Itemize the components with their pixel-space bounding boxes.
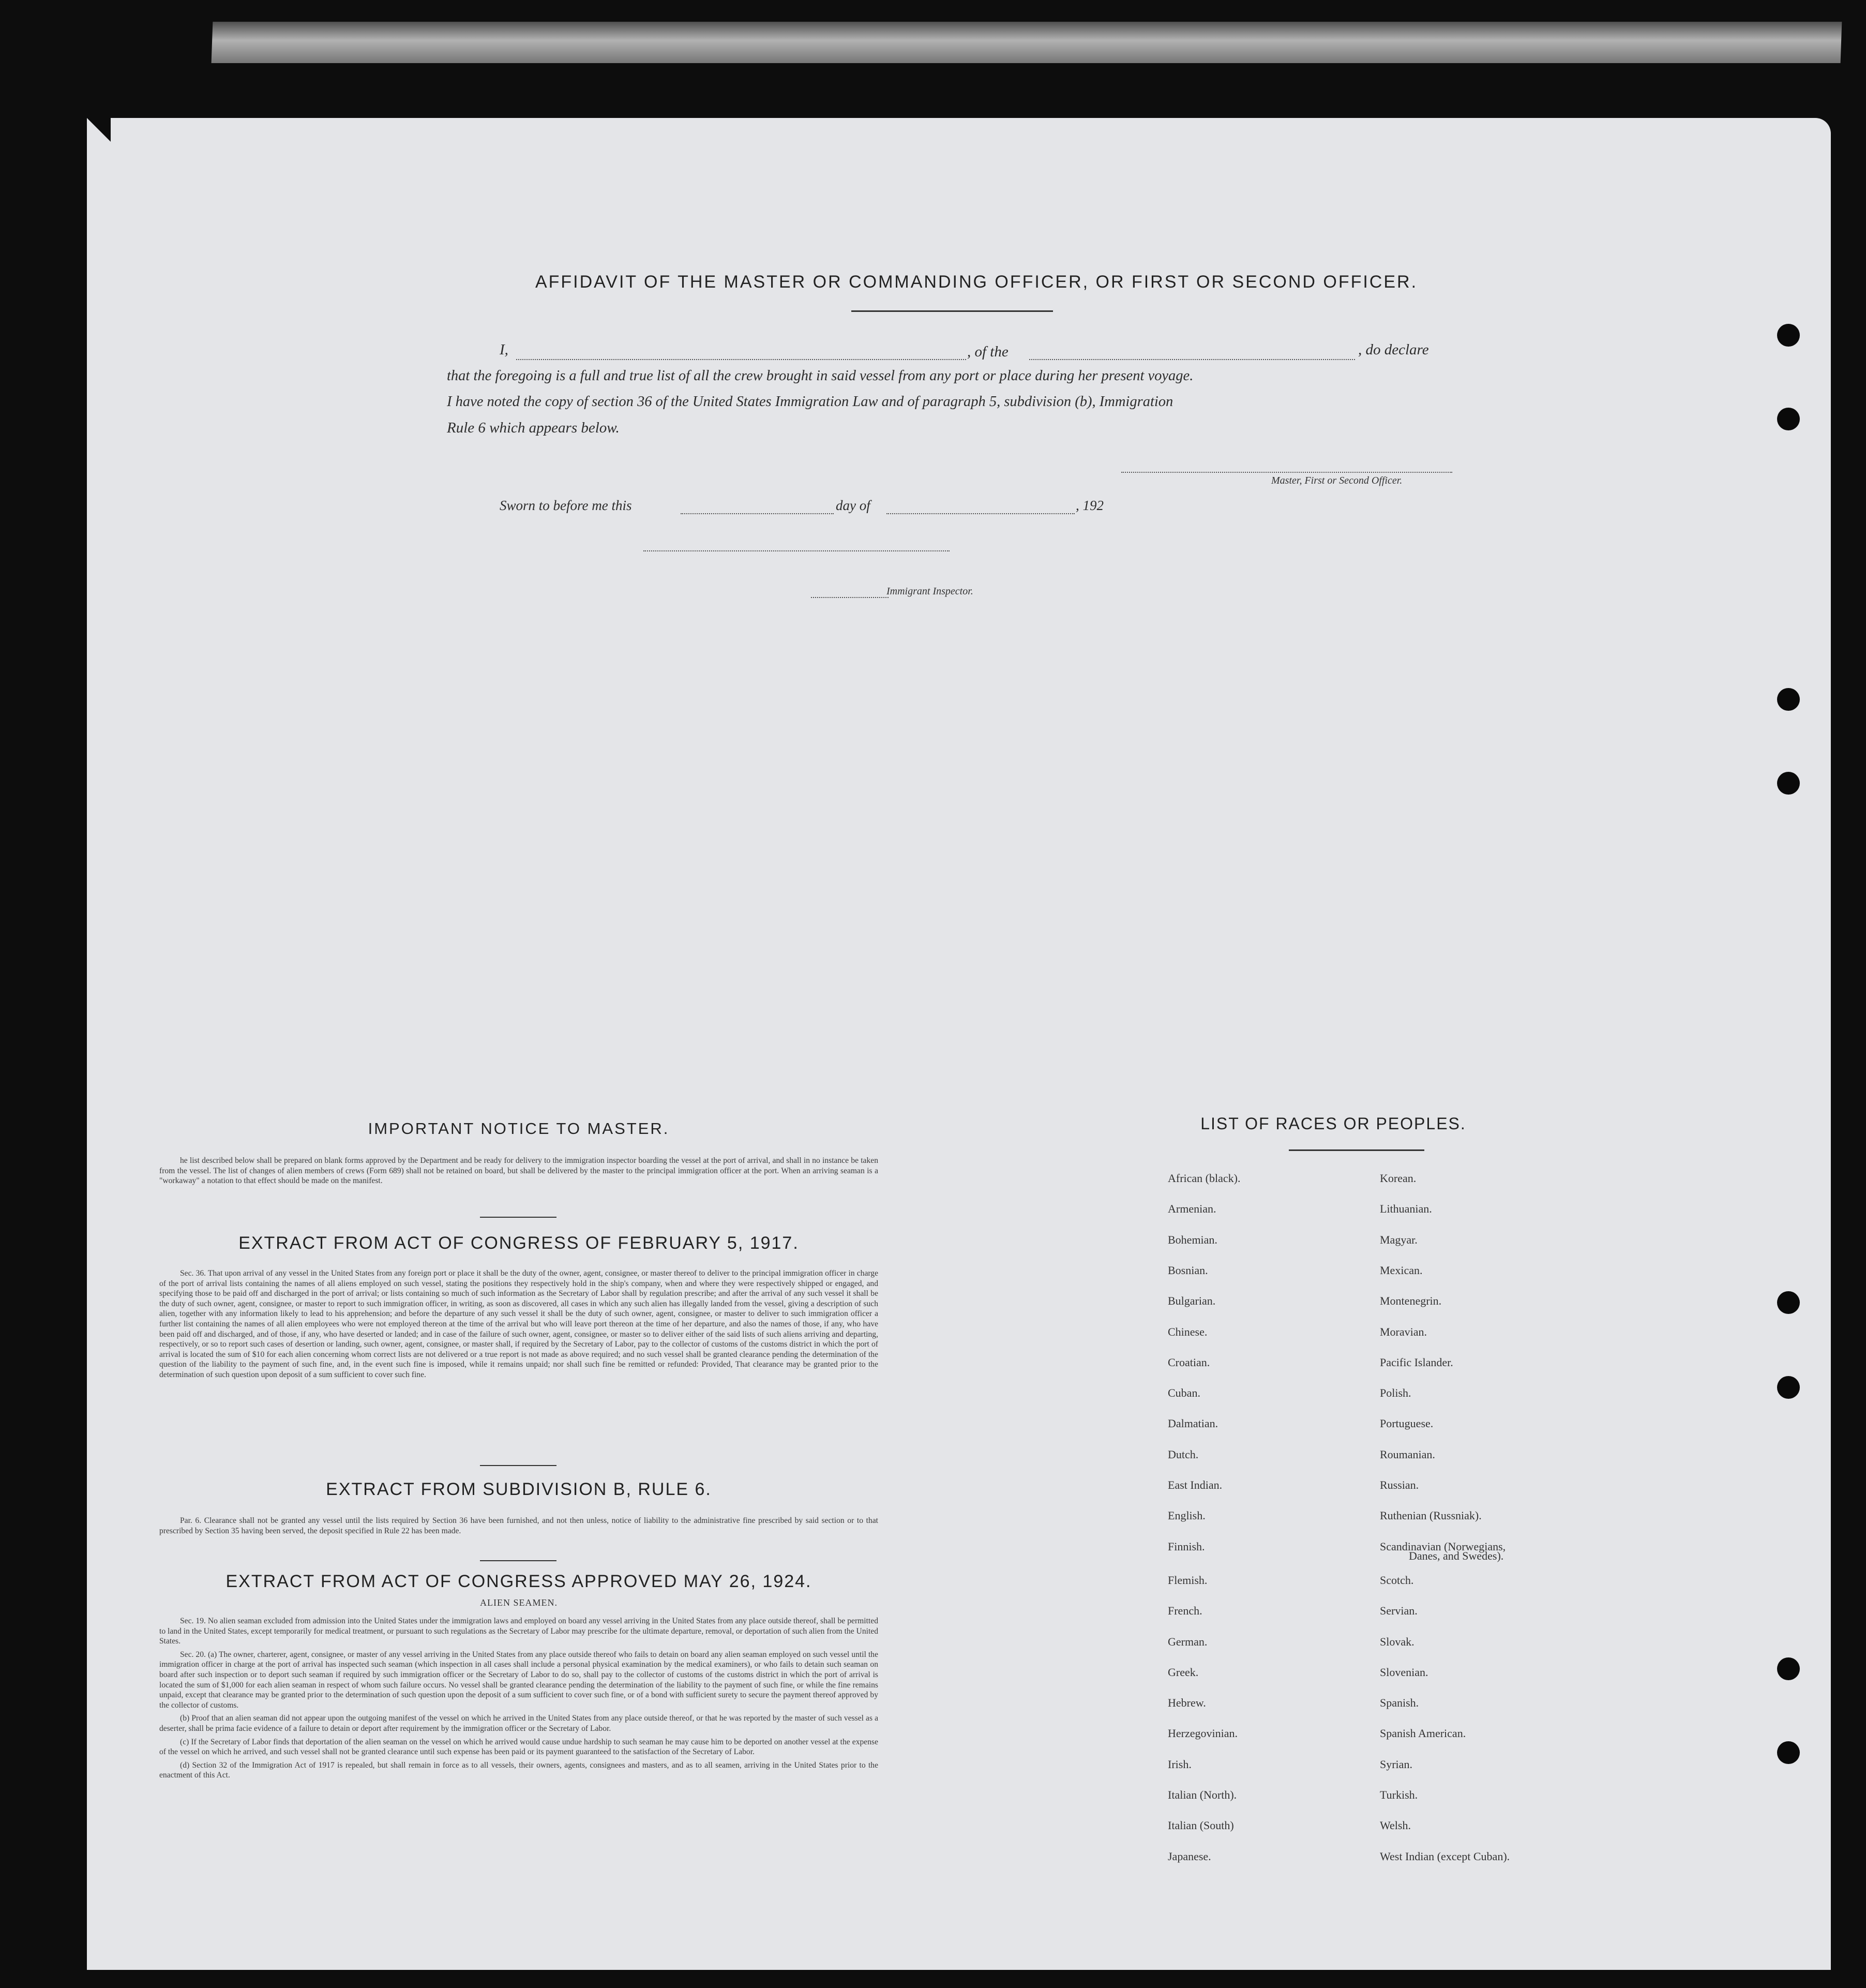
right-race-item: Russian. (1380, 1478, 1419, 1491)
binder-hole (1777, 1291, 1800, 1314)
right-race-item: Roumanian. (1380, 1447, 1435, 1461)
inspector-signature-line[interactable] (643, 550, 950, 551)
binder-hole (1777, 324, 1800, 347)
extract-1917-rule (480, 1465, 556, 1466)
alien-seamen-heading: ALIEN SEAMEN. (480, 1597, 558, 1608)
notice-rule (480, 1217, 556, 1218)
left-race-item: French. (1168, 1604, 1202, 1618)
binder-hole (1777, 1741, 1800, 1764)
left-race-item: Bosnian. (1168, 1263, 1208, 1277)
sec-20a-text: Sec. 20. (a) The owner, charterer, agent, consignee, or master of any vessel arriving in the United States from any place outside thereof who fails to detain on board any alien seaman employed on such vessel until the immigration officer in charge at the port of arrival has inspected such seaman (which inspection in all cases shall include a personal physical examination by the medical examiners), or who fails to detain such seaman on board after such inspection or to deport such seaman if required by such immigration officer or the Secretary of Labor to do so, shall pay to the collector of customs of the customs district in which the port of arrival is located the sum of $1,000 for each alien seaman in respect of whom such failure occurs. No vessel shall be granted clearance pending the determination of the liability to the payment of such fine, or while the fine remains unpaid, except that clearance may be granted prior to the determination of such question upon the deposit of a sum sufficient to cover such fine, or of a bond with sufficient surety to secure the payment thereof approved by the collector of customs. (159, 1650, 878, 1710)
left-race-item: Italian (South) (1168, 1819, 1234, 1832)
sworn-prefix: Sworn to before me this (500, 498, 632, 513)
right-race-item: Scotch. (1380, 1573, 1414, 1587)
master-caption: Master, First or Second Officer. (1271, 475, 1403, 486)
affidavit-line1-declare: , do declare (1358, 341, 1429, 358)
binder-hole (1777, 772, 1800, 795)
master-signature-line[interactable] (1121, 472, 1452, 473)
left-race-item: Finnish. (1168, 1539, 1205, 1553)
sworn-day-blank[interactable] (681, 513, 834, 514)
right-race-item: Ruthenian (Russniak). (1380, 1509, 1482, 1522)
extract-1917-body (159, 1268, 878, 1380)
left-race-item: Dutch. (1168, 1447, 1199, 1461)
right-race-item: Moravian. (1380, 1325, 1427, 1338)
left-race-item: African (black). (1168, 1172, 1241, 1185)
notice-title: IMPORTANT NOTICE TO MASTER. (368, 1119, 670, 1138)
right-race-item: Slovak. (1380, 1635, 1414, 1648)
left-race-item: English. (1168, 1509, 1206, 1522)
extract-rule6-rule (480, 1560, 556, 1561)
right-race-item: Scandinavian (Norwegians, (1380, 1539, 1506, 1553)
right-race-item: Syrian. (1380, 1757, 1412, 1771)
affidavit-title-rule (851, 310, 1053, 312)
left-race-item: Italian (North). (1168, 1788, 1237, 1801)
extract-1924-body (159, 1616, 878, 1781)
rule6-text: Par. 6. Clearance shall not be granted any vessel until the lists required by Section 36 have been furnished, and not then unless, notice of liability to the administrative fine prescribed by said section or to that prescribed by Section 35 having been served, the deposit specified in Rule 22 has been made. (159, 1516, 878, 1535)
left-race-item: Japanese. (1168, 1849, 1211, 1863)
left-race-item: Hebrew. (1168, 1696, 1206, 1710)
right-race-item: Spanish American. (1380, 1727, 1466, 1740)
notice-text: he list described below shall be prepared on blank forms approved by the Department and be ready for delivery to the immigration inspector boarding the vessel at the port of arrival, and shall in no instance be taken from the vessel. The list of changes of alien members of crews (Form 689) shall not be retained on board, but shall be delivered by the master to the principal immigration officer at the port. When an arriving seaman is a "workaway" a notation to that effect should be made on the manifest. (159, 1156, 878, 1186)
affidavit-line4: Rule 6 which appears below. (447, 420, 620, 436)
extract-rule6-body (159, 1516, 878, 1536)
right-race-item: West Indian (except Cuban). (1380, 1849, 1510, 1863)
sec-19-text: Sec. 19. No alien seaman excluded from admission into the United States under the immigration laws and employed on board any vessel arriving in the United States from any place outside thereof, shall be permitted to land in the United States, except temporarily for medical treatment, or pursuant to such regulations as the Secretary of Labor may prescribe for the ultimate departure, removal, or deportation of such alien from the United States. (159, 1617, 878, 1646)
left-race-item: Chinese. (1168, 1325, 1208, 1338)
right-race-item: Servian. (1380, 1604, 1418, 1618)
extract-rule6-title: EXTRACT FROM SUBDIVISION B, RULE 6. (326, 1479, 712, 1499)
notice-body (159, 1156, 878, 1186)
sec-20b-text: (b) Proof that an alien seaman did not appear upon the outgoing manifest of the vessel on which he arrived in the United States from any place outside thereof, or that he was reported by the master of such vessel as a deserter, shall be prima facie evidence of a failure to detain or deport after requirement by the immigration officer or the Secretary of Labor. (159, 1714, 878, 1733)
right-race-item: Slovenian. (1380, 1665, 1428, 1679)
extract-1924-title: EXTRACT FROM ACT OF CONGRESS APPROVED MAY 26, 1924. (225, 1572, 812, 1591)
right-race-item: Mexican. (1380, 1263, 1423, 1277)
left-race-item: German. (1168, 1635, 1208, 1648)
scanner-edge-strip (212, 22, 1842, 63)
sworn-year: , 192 (1076, 498, 1104, 513)
sec-20d-text: (d) Section 32 of the Immigration Act of 1917 is repealed, but shall remain in force as to all vessels, their owners, agents, consignees and masters, and as to all seamen, arriving in the United States prior to the enactment of this Act. (159, 1760, 878, 1780)
left-race-item: Irish. (1168, 1757, 1192, 1771)
section-36-text: Sec. 36. That upon arrival of any vessel in the United States from any foreign port or place it shall be the duty of the owner, agent, consignee, or master thereof to deliver to the principal immigration officer in charge of the port of arrival lists containing the names of all aliens employed on such vessel, stating the positions they respectively hold in the ship's company, when and where they were respectively shipped or engaged, and specifying those to be paid off and discharged in the port of arrival; or lists containing so much of such information as the Secretary of Labor shall by regulation prescribe; and after the arrival of any such vessel it shall be the duty of such owner, agent, consignee, or master to report to such immigration officer, in writing, as soon as discovered, all cases in which any such alien has illegally landed from the vessel, giving a description of such alien, together with any information likely to lead to his apprehension; and before the departure of any such vessel it shall be the duty of such owner, agent, consignee, or master to deliver to such immigration officer a further list containing the names of all alien employees who were not employed thereon at the time of the arrival but who will leave port thereon at the time of her departure, and also the names of those, if any, who have been paid off and discharged, and of those, if any, who have deserted or landed; and in case of the failure of such owner, agent, consignee, or master so to deliver either of the said lists of such aliens arriving and departing, respectively, or so to report such cases of desertion or landing, such owner, agent, consignee, or master shall, if required by the Secretary of Labor, pay to the collector of customs of the customs district in which the port of arrival is located the sum of $10 for each alien concerning whom correct lists are not delivered or a true report is not made as above required; and no such vessel shall be granted clearance pending the determination of the question of the liability to the payment of such fine, and, in the event such fine is imposed, while it remains unpaid; nor shall such fine be remitted or refunded: Provided, That clearance may be granted prior to the determination of such question upon deposit of a sum sufficient to cover such fine. (159, 1269, 878, 1379)
left-race-item: Herzegovinian. (1168, 1727, 1238, 1740)
left-race-item: Armenian. (1168, 1202, 1216, 1216)
inspector-caption: Immigrant Inspector. (886, 586, 973, 597)
right-race-item: Magyar. (1380, 1233, 1418, 1246)
right-race-item: Turkish. (1380, 1788, 1418, 1801)
right-race-item: Polish. (1380, 1386, 1411, 1400)
vessel-blank[interactable] (1029, 359, 1355, 360)
right-race-item: Spanish. (1380, 1696, 1419, 1710)
affidavit-line3: I have noted the copy of section 36 of the United States Immigration Law and of paragraph 5, subdivision (b), Immigration (447, 394, 1173, 410)
affidavit-line1-i: I, (500, 341, 508, 358)
affidavit-line1-of-the: , of the (967, 343, 1009, 360)
left-race-item: Bohemian. (1168, 1233, 1217, 1246)
right-race-item: Montenegrin. (1380, 1294, 1442, 1308)
right-race-item: Pacific Islander. (1380, 1355, 1453, 1369)
left-race-item: East Indian. (1168, 1478, 1223, 1491)
right-race-item: Korean. (1380, 1172, 1417, 1185)
binder-hole (1777, 688, 1800, 711)
race-item-continuation: Danes, and Swedes). (1409, 1549, 1504, 1562)
left-race-item: Bulgarian. (1168, 1294, 1216, 1308)
left-race-item: Greek. (1168, 1665, 1199, 1679)
sworn-day-of: day of (836, 498, 870, 513)
left-race-item: Dalmatian. (1168, 1417, 1218, 1430)
right-race-item: Portuguese. (1380, 1417, 1434, 1430)
races-title-rule (1289, 1149, 1424, 1151)
affidavit-title: AFFIDAVIT OF THE MASTER OR COMMANDING OFFICER, OR FIRST OR SECOND OFFICER. (535, 272, 1418, 292)
binder-hole (1777, 1376, 1800, 1399)
binder-hole (1777, 408, 1800, 430)
right-race-item: Welsh. (1380, 1819, 1411, 1832)
document-page (87, 118, 1831, 1970)
races-title: LIST OF RACES OR PEOPLES. (1200, 1114, 1466, 1133)
left-race-item: Flemish. (1168, 1573, 1208, 1587)
binder-hole (1777, 1657, 1800, 1680)
affidavit-line2: that the foregoing is a full and true list of all the crew brought in said vessel from any port or place during her present voyage. (447, 368, 1194, 384)
left-race-item: Cuban. (1168, 1386, 1200, 1400)
name-blank[interactable] (516, 359, 966, 360)
right-race-item: Lithuanian. (1380, 1202, 1432, 1216)
sworn-month-blank[interactable] (886, 513, 1075, 514)
inspector-short-line (811, 597, 889, 598)
sec-20c-text: (c) If the Secretary of Labor finds that deportation of the alien seaman on the vessel on which he arrived would cause undue hardship to such seaman he may cause him to be deported on another vessel at the expense of the vessel on which he arrived, and such vessel shall not be granted clearance until such expense has been paid or its payment guaranteed to the satisfaction of the Secretary of Labor. (159, 1737, 878, 1757)
left-race-item: Croatian. (1168, 1355, 1210, 1369)
extract-1917-title: EXTRACT FROM ACT OF CONGRESS OF FEBRUARY 5, 1917. (238, 1233, 799, 1253)
